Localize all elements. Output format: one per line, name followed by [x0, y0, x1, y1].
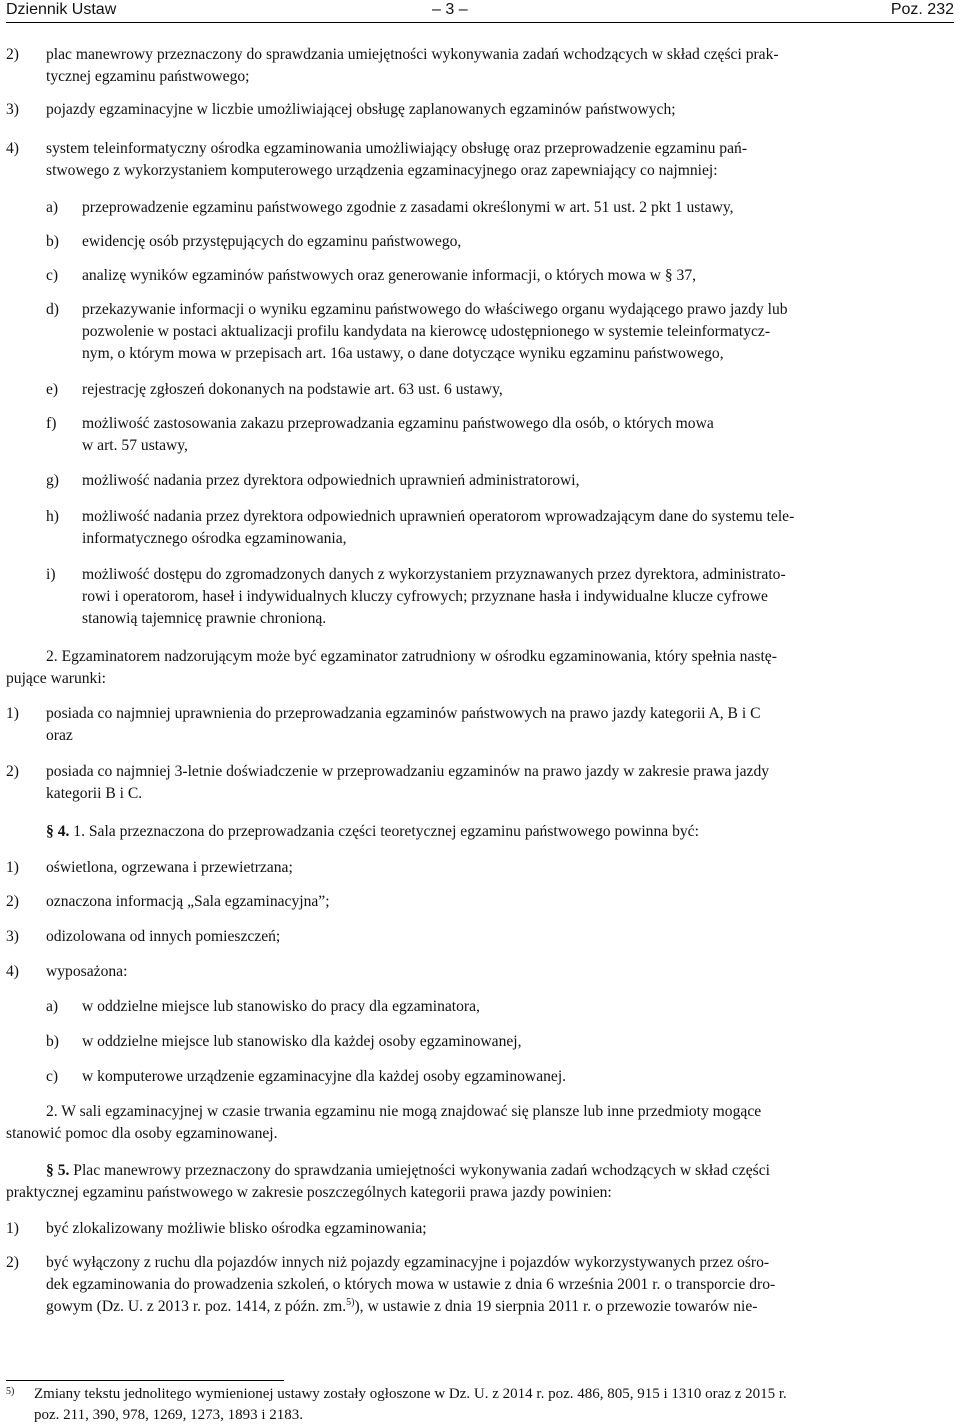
item-number: 2) — [6, 46, 19, 63]
text-line: pujące warunki: — [6, 670, 107, 687]
text-line: poz. 211, 390, 978, 1269, 1273, 1893 i 2183. — [34, 1407, 304, 1423]
list-item: oznaczona informacją „Sala egzaminacyjna”; — [46, 893, 330, 910]
text-fragment: gowym (Dz. U. z 2013 r. poz. 1414, z późn. zm. — [46, 1298, 347, 1315]
footnote — [34, 1384, 954, 1426]
sub-item — [82, 231, 954, 253]
item-number: 1) — [6, 859, 19, 876]
text-line: tycznej egzaminu państwowego; — [46, 68, 250, 85]
sub-item-label: c) — [46, 267, 59, 284]
paragraph — [6, 646, 954, 690]
text-line: możliwość dostępu do zgromadzonych danych z wykorzystaniem przyznawanych przez dyrektora, administrato- — [82, 566, 786, 583]
list-item — [46, 138, 954, 182]
text-line: rowi i operatorom, haseł i indywidualnych kluczy cyfrowych; przyznane hasła i indywidualne klucze cyfrowe — [82, 588, 768, 605]
text-line: być zlokalizowany możliwie blisko ośrodka egzaminowania; — [46, 1220, 427, 1237]
section-number: § 5. — [46, 1162, 70, 1179]
footnote-mark: 5) — [6, 1386, 15, 1397]
text-line: być wyłączony z ruchu dla pojazdów innych niż pojazdy egzaminacyjne i pojazdów wykorzystywanych przez ośro- — [46, 1254, 770, 1271]
list-item — [46, 44, 954, 88]
page-number: – 3 – — [432, 1, 468, 18]
sub-item — [82, 265, 954, 287]
text-line: możliwość zastosowania zakazu przeprowadzania egzaminu państwowego dla osób, o których mowa — [82, 415, 714, 432]
item-number: 2) — [6, 1254, 19, 1271]
sub-item-label: b) — [46, 1033, 59, 1050]
page-header — [6, 0, 954, 23]
text-line: system teleinformatyczny ośrodka egzaminowania umożliwiający obsługę oraz przeprowadzenie egzaminu pań- — [46, 140, 748, 157]
text-line: pozwolenie w postaci aktualizacji profilu kandydata na kierowcę udostępnionego w systemie teleinformatycz- — [82, 323, 771, 340]
journal-title: Dziennik Ustaw — [6, 1, 117, 18]
sub-item-label: e) — [46, 381, 59, 398]
sub-item — [82, 299, 954, 365]
sub-item-label: g) — [46, 472, 59, 489]
list-item — [46, 99, 954, 121]
sub-item-label: a) — [46, 199, 59, 216]
text-line: praktycznej egzaminu państwowego w zakresie poszczególnych kategorii prawa jazdy powinien: — [6, 1184, 612, 1201]
text-line: plac manewrowy przeznaczony do sprawdzania umiejętności wykonywania zadań wchodzących w skład części prak- — [46, 46, 779, 63]
text-line: posiada co najmniej 3-letnie doświadczenie w przeprowadzaniu egzaminów na prawo jazdy w zakresie prawa jazdy — [46, 763, 770, 780]
text-line: rejestrację zgłoszeń dokonanych na podstawie art. 63 ust. 6 ustawy, — [82, 381, 503, 398]
text-line: dek egzaminowania do prowadzenia szkoleń, o których mowa w ustawie z dnia 6 września 2001 r. o transporcie dro- — [46, 1276, 776, 1293]
text-line: przeprowadzenie egzaminu państwowego zgodnie z zasadami określonymi w art. 51 ust. 2 pkt 1 ustawy, — [82, 199, 734, 216]
item-number: 2) — [6, 763, 19, 780]
position-number: Poz. 232 — [890, 1, 954, 18]
item-number: 4) — [6, 963, 19, 980]
section-text: 1. Sala przeznaczona do przeprowadzania części teoretycznej egzaminu państwowego powinna być: — [69, 823, 699, 840]
text-line: pojazdy egzaminacyjne w liczbie umożliwiającej obsługę zaplanowanych egzaminów państwowych; — [46, 101, 676, 118]
sub-item-label: a) — [46, 998, 59, 1015]
section-heading — [6, 1160, 954, 1204]
text-line: 2. Egzaminatorem nadzorującym może być egzaminator zatrudniony w ośrodku egzaminowania, który spełnia nastę- — [46, 648, 777, 665]
list-item — [46, 1218, 954, 1240]
footnote-ref: 5) — [346, 1296, 355, 1308]
text-line: Zmiany tekstu jednolitego wymienionej ustawy zostały ogłoszone w Dz. U. z 2014 r. poz. 486, 805, 915 i 1310 oraz z 2015 r. — [34, 1386, 787, 1402]
text-line: stanowić pomoc dla osoby egzaminowanej. — [6, 1125, 278, 1142]
paragraph — [6, 1101, 954, 1145]
list-item — [46, 1252, 954, 1318]
list-item: odizolowana od innych pomieszczeń; — [46, 928, 281, 945]
text-line: oraz — [46, 727, 73, 744]
item-number: 4) — [6, 140, 19, 157]
text-line — [46, 1296, 954, 1318]
sub-item — [82, 564, 954, 630]
text-line: 2. W sali egzaminacyjnej w czasie trwania egzaminu nie mogą znajdować się plansze lub inne przedmioty mogące — [46, 1103, 762, 1120]
list-item — [46, 761, 954, 805]
sub-item-label: h) — [46, 508, 59, 525]
sub-item — [82, 197, 954, 219]
list-item — [46, 703, 954, 747]
list-item: wyposażona: — [46, 963, 128, 980]
text-line: możliwość nadania przez dyrektora odpowiednich uprawnień administratorowi, — [82, 472, 580, 489]
sub-item-label: i) — [46, 566, 56, 583]
item-number: 3) — [6, 101, 19, 118]
footnote-divider — [6, 1380, 284, 1381]
item-number: 1) — [6, 705, 19, 722]
text-line: ewidencję osób przystępujących do egzaminu państwowego, — [82, 233, 462, 250]
item-number: 3) — [6, 928, 19, 945]
sub-item — [82, 379, 954, 401]
item-number: 1) — [6, 1220, 19, 1237]
text-line: przekazywanie informacji o wyniku egzaminu państwowego do właściwego organu wydającego prawo jazdy lub — [82, 301, 788, 318]
section-number: § 4. — [46, 823, 70, 840]
text-line: nym, o którym mowa w przepisach art. 16a ustawy, o dane dotyczące wyniku egzaminu państwowego, — [82, 345, 724, 362]
text-line: informatycznego ośrodka egzaminowania, — [82, 530, 347, 547]
text-line: posiada co najmniej uprawnienia do przeprowadzania egzaminów państwowych na prawo jazdy kategorii A, B i C — [46, 705, 761, 722]
sub-item: w oddzielne miejsce lub stanowisko do pracy dla egzaminatora, — [82, 998, 480, 1015]
text-line: stanowią tajemnicę prawnie chronioną. — [82, 610, 327, 627]
item-number: 2) — [6, 893, 19, 910]
text-line: stwowego z wykorzystaniem komputerowego urządzenia egzaminacyjnego oraz zapewniający co najmniej: — [46, 162, 718, 179]
text-line: analizę wyników egzaminów państwowych oraz generowanie informacji, o których mowa w § 37, — [82, 267, 697, 284]
sub-item-label: b) — [46, 233, 59, 250]
text-line: w art. 57 ustawy, — [82, 437, 188, 454]
text-fragment: ), w ustawie z dnia 19 sierpnia 2011 r. o przewozie towarów nie- — [354, 1298, 758, 1315]
sub-item — [82, 413, 954, 457]
list-item: oświetlona, ogrzewana i przewietrzana; — [46, 859, 293, 876]
sub-item: w komputerowe urządzenie egzaminacyjne dla każdej osoby egzaminowanej. — [82, 1068, 567, 1085]
text-line: kategorii B i C. — [46, 785, 143, 802]
section-text: Plac manewrowy przeznaczony do sprawdzania umiejętności wykonywania zadań wchodzących w skład części — [69, 1162, 770, 1179]
sub-item-label: d) — [46, 301, 59, 318]
sub-item-label: c) — [46, 1068, 59, 1085]
sub-item — [82, 470, 954, 492]
text-line: możliwość nadania przez dyrektora odpowiednich uprawnień operatorom wprowadzającym dane do systemu tele- — [82, 508, 795, 525]
sub-item — [82, 506, 954, 550]
sub-item-label: f) — [46, 415, 57, 432]
sub-item: w oddzielne miejsce lub stanowisko dla każdej osoby egzaminowanej, — [82, 1033, 522, 1050]
section-heading — [46, 821, 954, 843]
